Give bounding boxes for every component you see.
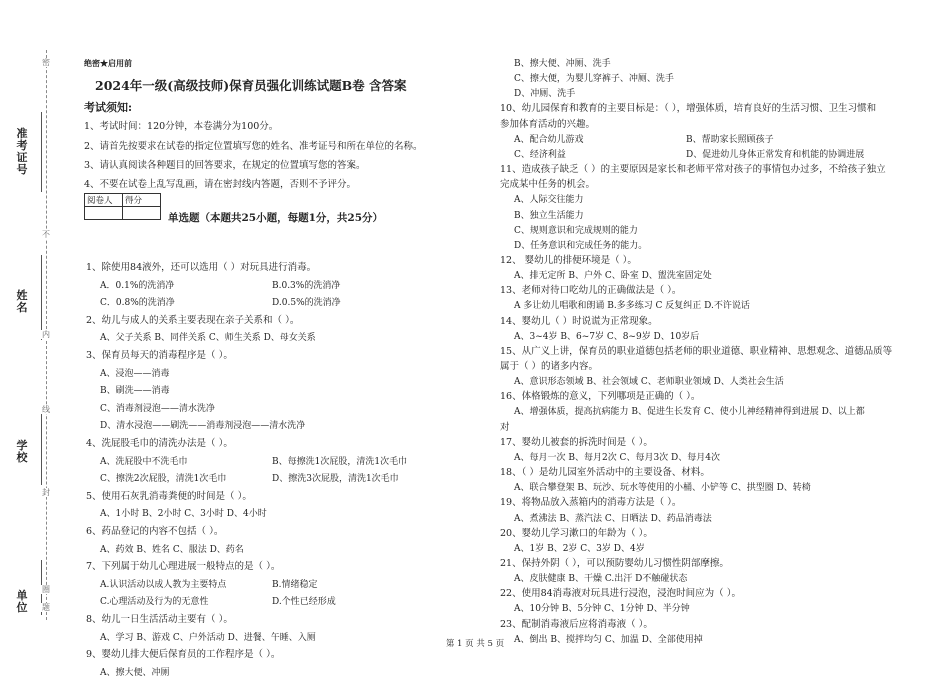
answer-option: D、清水浸泡——刷洗——消毒剂浸泡——清水洗净 (100, 421, 306, 432)
answer-option: D.0.5%的洗消净 (272, 298, 341, 309)
name-label: 姓名 (16, 289, 28, 314)
exam-id-blank (41, 112, 43, 192)
question-text: 10、幼儿园保育和教育的主要目标是：（ ），增强体质，培育良好的生活习惯、卫生习惯和 (500, 103, 877, 115)
question-text: 11、造成孩子缺乏（ ）的主要原因是家长和老师平常对孩子的事情包办过多，不给孩子独立 (500, 164, 886, 176)
section-title: 单选题（本题共25小题，每题1分，共25分） (168, 212, 384, 224)
question-text: 17、婴幼儿被套的拆洗时间是（ ）。 (500, 436, 653, 448)
answer-option: A、煮沸法 B、蒸汽法 C、日晒法 D、药品消毒法 (514, 513, 712, 524)
notice-title: 考试须知: (84, 101, 133, 114)
question-text: 19、将物品放入蒸箱内的消毒方法是（ ）。 (500, 497, 682, 509)
notice-item: 3、请认真阅读各种题目的回答要求，在规定的位置填写您的答案。 (84, 160, 366, 171)
page-footer: 第 1 页 共 5 页 (445, 639, 505, 649)
answer-option: A．0.1%的洗消净 (100, 280, 175, 291)
answer-option: C、擦洗2次屁股，清洗1次毛巾 (100, 474, 227, 485)
seal-char: 内 (42, 330, 50, 339)
answer-option: A、意识形态领域 B、社会领域 C、老师职业领域 D、人类社会生活 (514, 377, 784, 388)
answer-option: B、刷洗——消毒 (100, 386, 170, 397)
answer-option: A.认识活动以成人教为主要特点 (100, 579, 227, 590)
question-text: 14、婴幼儿（ ）时说谎为正常现象。 (500, 315, 658, 327)
answer-option: C、经济利益 (514, 149, 566, 160)
answer-option: A、3~4岁 B、6~7岁 C、8~9岁 D、10岁后 (514, 331, 700, 342)
question-text: 9、婴幼儿排大便后保育员的工作程序是（ ）。 (86, 649, 281, 661)
answer-option: A、联合攀登架 B、玩沙、玩水等使用的小桶、小铲等 C、拱型圈 D、转椅 (514, 483, 811, 494)
answer-option: C.心理活动及行为的无意性 (100, 597, 209, 608)
answer-option: B.0.3%的洗消净 (272, 280, 341, 291)
answer-option: A、皮肤健康 B、干燥 C.出汗 D不触碰状态 (514, 574, 688, 585)
score-box-score-blank[interactable] (123, 207, 161, 220)
answer-option: A、增强体质，提高抗病能力 B、促进生长发育 C、使小儿神经精神得到进展 D、以上都 (514, 407, 865, 418)
question-text: 23、配制消毒液后应将消毒液（ ）。 (500, 618, 653, 630)
answer-option: A、人际交往能力 (514, 195, 584, 206)
secret-mark: 绝密★启用前 (84, 58, 132, 68)
question-text: 属于（ ）的诸多内容。 (500, 361, 599, 372)
answer-option: D、擦洗3次屁股，清洗1次毛巾 (272, 474, 399, 485)
question-text: 15、从广义上讲，保育员的职业道德包括老师的职业道德、职业精神、思想观念、道德品质等 (500, 345, 893, 357)
question-text: 16、体格锻炼的意义，下列哪项是正确的（ ）。 (500, 391, 701, 403)
answer-option: A、擦大便、冲厕 (100, 667, 170, 678)
score-box-score: 得分 (123, 194, 161, 207)
score-box-grader-blank[interactable] (85, 207, 123, 220)
answer-option: B、每擦洗1次屁股，清洗1次毛巾 (272, 456, 408, 467)
answer-option: C．0.8%的洗消净 (100, 298, 175, 309)
question-text: 完成某中任务的机会。 (500, 179, 596, 191)
seal-char: 封 (42, 488, 50, 497)
score-box (84, 193, 161, 220)
question-text: 13、老师对待口吃幼儿的正确做法是（ ）。 (500, 285, 682, 297)
binding-sidebar (0, 0, 70, 671)
question-text: 8、幼儿一日生活活动主要有（ ）。 (86, 614, 233, 625)
question-text: 3、保育员每天的消毒程序是（ ）。 (86, 350, 233, 361)
question-text: 2、幼儿与成人的关系主要表现在亲子关系和（ ）。 (86, 314, 300, 326)
question-text: 对 (500, 421, 510, 433)
notice-item: 4、不要在试卷上乱写乱画，请在密封线内答题，否则不予评分。 (84, 179, 357, 190)
answer-option: A、1小时 B、2小时 C、3小时 D、4小时 (100, 509, 267, 520)
page-title: 2024年一级(高级技师)保育员强化训练试题B卷 含答案 (95, 78, 407, 93)
question-text: 20、婴幼儿学习漱口的年龄为（ ）。 (500, 527, 653, 539)
question-text: 5、使用石灰乳消毒粪便的时间是（ ）。 (86, 490, 252, 502)
seal-char: 题 (42, 603, 50, 612)
question-text: 22、使用84消毒液对玩具进行浸泡，浸泡时间应为（ ）。 (500, 588, 741, 600)
question-text: 7、下列属于幼儿心理进展一般特点的是（ ）。 (86, 561, 281, 573)
question-text: 参加体育活动的兴趣。 (500, 118, 596, 130)
answer-option: A、10分钟 B、5分钟 C、1分钟 D、半分钟 (514, 604, 690, 615)
answer-option: C、消毒剂浸泡——清水洗净 (100, 403, 215, 414)
seal-char: 密 (42, 58, 50, 67)
answer-option: A、倒出 B、搅拌均匀 C、加温 D、全部使用掉 (514, 634, 703, 645)
answer-option: A、排无定所 B、户外 C、卧室 D、盥洗室固定处 (514, 271, 712, 282)
answer-option: C、擦大便，为婴儿穿裤子、冲厕、洗手 (514, 74, 674, 85)
question-text: 12、 婴幼儿的排便环境是（ ）。 (500, 254, 637, 266)
seal-char: 线 (42, 405, 50, 414)
question-text: 1、除使用84液外，还可以选用（ ）对玩具进行消毒。 (86, 262, 317, 273)
school-blank (41, 410, 43, 485)
exam-id-label: 准考证号 (16, 127, 28, 176)
answer-option: A、学习 B、游戏 C、户外活动 D、进餐、午睡、入厕 (100, 632, 316, 643)
seal-char: 圈 (42, 585, 50, 594)
answer-option: A、药效 B、姓名 C、服法 D、药名 (100, 544, 244, 555)
answer-option: D、任务意识和完成任务的能力。 (514, 240, 648, 251)
answer-option: A、1岁 B、2岁 C、3岁 D、4岁 (514, 543, 645, 554)
score-box-grader: 阅卷人 (85, 194, 123, 207)
answer-option: A、父子关系 B、同伴关系 C、师生关系 D、母女关系 (100, 333, 316, 344)
answer-option: D.个性已经形成 (272, 597, 336, 608)
answer-option: D、冲厕、洗手 (514, 89, 576, 100)
answer-option: B、擦大便、冲厕、洗手 (514, 59, 611, 69)
answer-option: B、帮助家长照顾孩子 (686, 134, 774, 145)
answer-option: B、独立生活能力 (514, 210, 584, 221)
answer-option: A、配合幼儿游戏 (514, 134, 584, 145)
seal-char: 不 (42, 230, 50, 239)
answer-option: B.情绪稳定 (272, 579, 318, 590)
answer-option: A、每月一次 B、每月2次 C、每月3次 D、每月4次 (514, 452, 720, 463)
question-text: 4、洗屁股毛巾的清洗办法是（ ）。 (86, 438, 233, 449)
notice-item: 1、考试时间：120分钟，本卷满分为100分。 (84, 121, 279, 132)
school-label: 学校 (16, 439, 28, 464)
answer-option: D、促进幼儿身体正常发育和机能的协调进展 (686, 149, 865, 160)
question-text: 21、保持外阴（ ），可以预防婴幼儿习惯性阴部摩擦。 (500, 557, 729, 569)
answer-option: C、规则意识和完成规则的能力 (514, 225, 638, 236)
answer-option: A、洗屁股中不洗毛巾 (100, 456, 188, 467)
question-text: 6、药品登记的内容不包括（ ）。 (86, 526, 224, 537)
name-blank (41, 255, 43, 340)
answer-option: A 多让幼儿唱歌和朗诵 B.多多练习 C 反复纠正 D.不许说话 (514, 301, 750, 312)
question-text: 18、（ ）是幼儿园室外活动中的主要设备、材料。 (500, 467, 710, 479)
unit-label: 单位 (16, 589, 28, 614)
notice-item: 2、请首先按要求在试卷的指定位置填写您的姓名、准考证号和所在单位的名称。 (84, 141, 423, 152)
answer-option: A、浸泡——消毒 (100, 368, 170, 379)
